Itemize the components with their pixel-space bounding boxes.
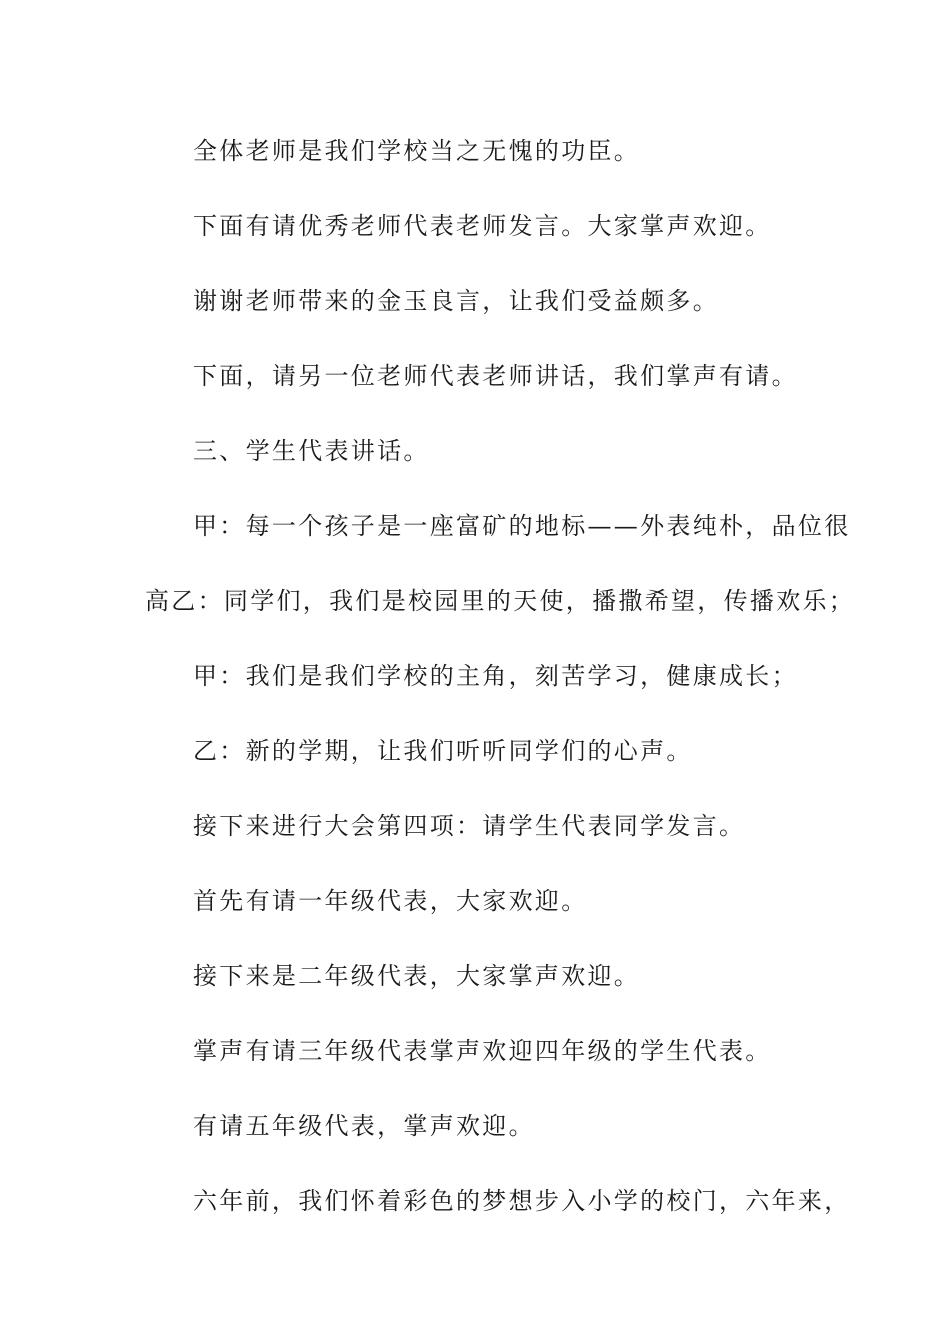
paragraph-line: 首先有请一年级代表，大家欢迎。 <box>193 887 588 915</box>
paragraph-line: 甲：每一个孩子是一座富矿的地标——外表纯朴，品位很 <box>193 512 851 540</box>
paragraph-line: 甲：我们是我们学校的主角，刻苦学习，健康成长； <box>193 662 798 690</box>
section-heading: 三、学生代表讲话。 <box>193 437 430 465</box>
paragraph-line: 六年前，我们怀着彩色的梦想步入小学的校门，六年来， <box>193 1187 851 1215</box>
paragraph-line: 下面有请优秀老师代表老师发言。大家掌声欢迎。 <box>193 212 772 240</box>
paragraph-line: 乙：新的学期，让我们听听同学们的心声。 <box>193 737 693 765</box>
paragraph-line: 接下来是二年级代表，大家掌声欢迎。 <box>193 962 641 990</box>
paragraph-line: 掌声有请三年级代表掌声欢迎四年级的学生代表。 <box>193 1037 772 1065</box>
paragraph-line: 下面，请另一位老师代表老师讲话，我们掌声有请。 <box>193 362 798 390</box>
paragraph-line: 接下来进行大会第四项：请学生代表同学发言。 <box>193 812 746 840</box>
paragraph-line: 高乙：同学们，我们是校园里的天使，播撒希望，传播欢乐； <box>145 587 856 615</box>
paragraph-line: 有请五年级代表，掌声欢迎。 <box>193 1112 535 1140</box>
paragraph-line: 全体老师是我们学校当之无愧的功臣。 <box>193 137 641 165</box>
paragraph-line: 谢谢老师带来的金玉良言，让我们受益颇多。 <box>193 287 719 315</box>
